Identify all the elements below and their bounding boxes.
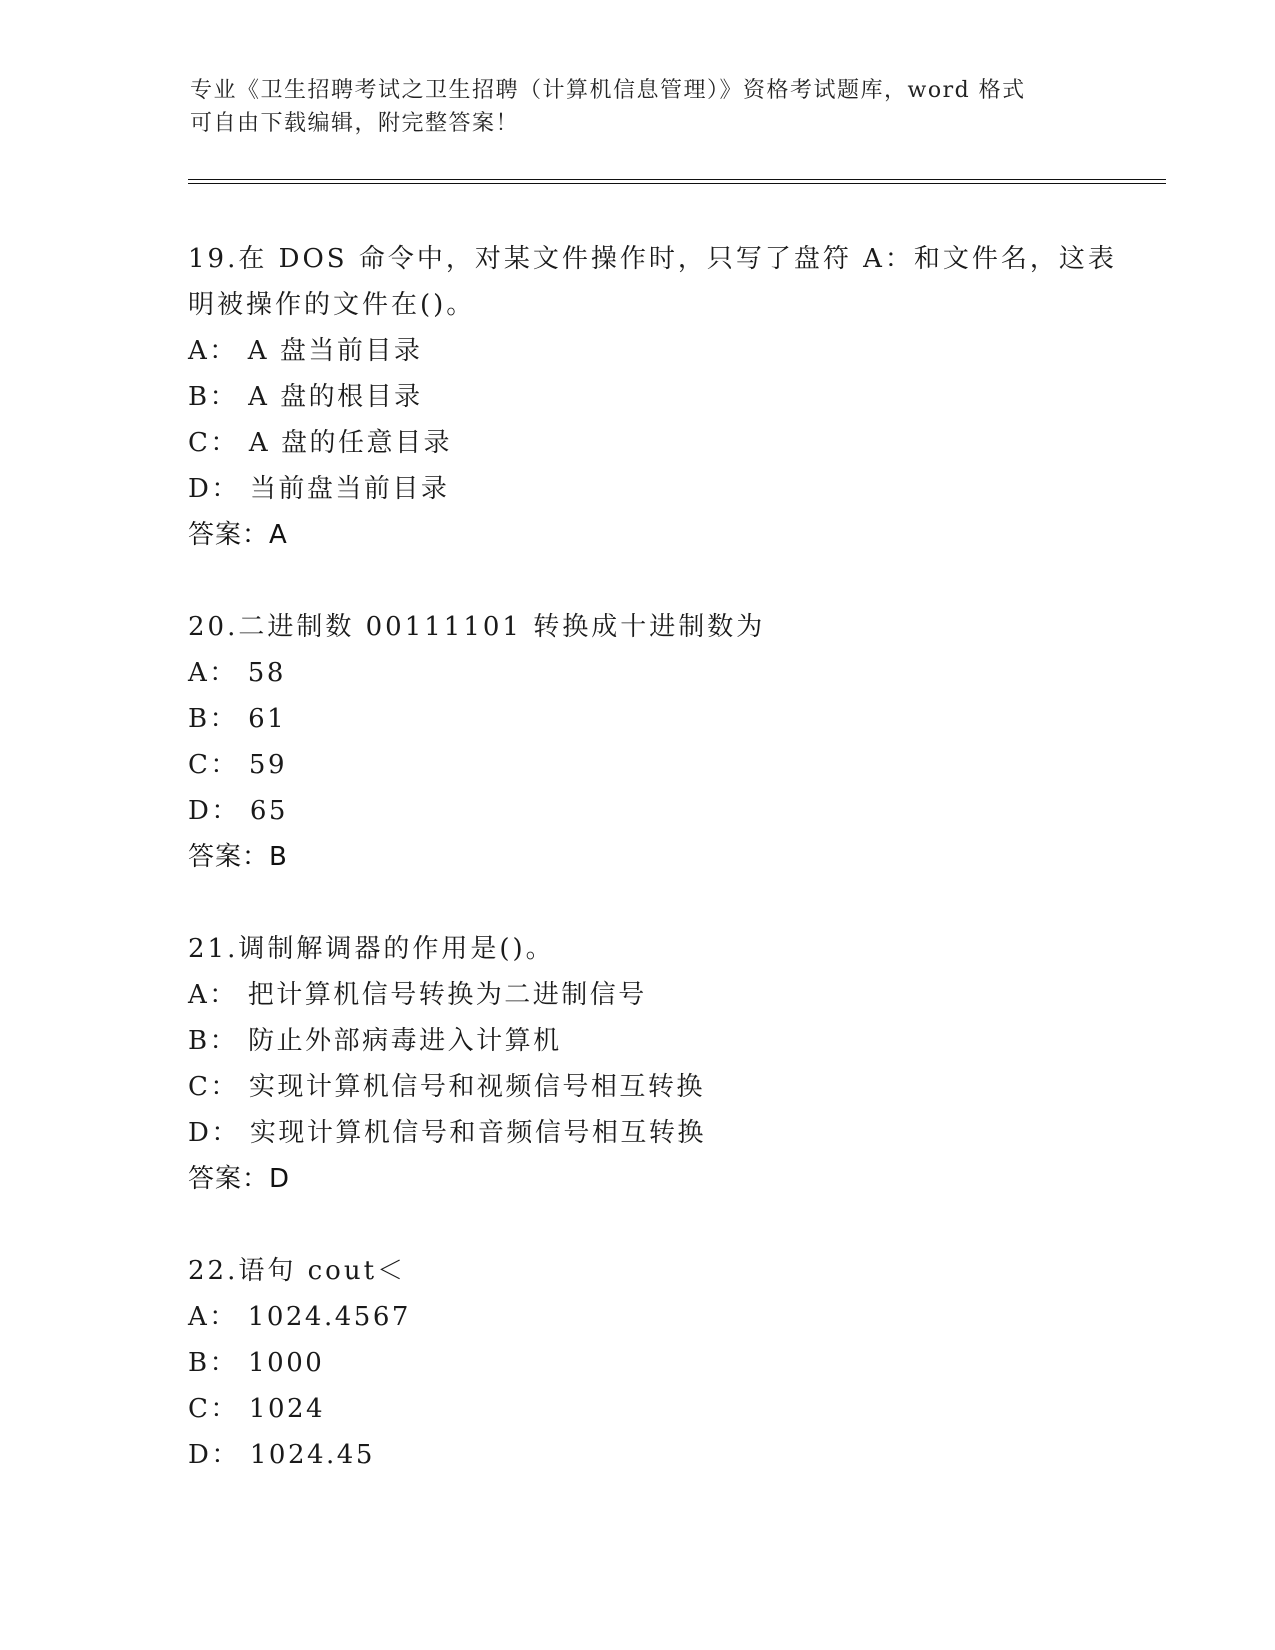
option-text: A 盘的任意目录 [248, 428, 452, 458]
option-separator: ： [210, 428, 239, 458]
option-text: 实现计算机信号和音频信号相互转换 [249, 1118, 706, 1148]
option-separator: ： [211, 1118, 240, 1148]
option-key: C [188, 750, 211, 780]
answer-line: 答案：D [188, 1164, 291, 1194]
question-21 [188, 926, 1088, 1202]
header-divider-bottom [188, 183, 1166, 184]
option-a [188, 328, 1088, 374]
option-text: 把计算机信号转换为二进制信号 [247, 980, 647, 1010]
question-22 [188, 1248, 1088, 1478]
answer-line: 答案：B [188, 842, 288, 872]
option-separator: ： [210, 1394, 239, 1424]
question-list [188, 236, 1117, 1524]
option-d [188, 1432, 1088, 1478]
option-key: A [188, 1302, 210, 1332]
option-b [188, 1018, 1088, 1064]
header-divider-top [188, 179, 1166, 180]
option-text: 59 [248, 750, 288, 780]
option-key: B [188, 382, 210, 412]
option-text: 当前盘当前目录 [249, 474, 450, 504]
option-b [188, 374, 1088, 420]
question-stem-line: 20.二进制数 00111101 转换成十进制数为 [188, 612, 766, 642]
option-separator: ： [209, 382, 239, 412]
option-b [188, 1340, 1088, 1386]
answer-line: 答案：A [188, 520, 288, 550]
option-separator: ： [209, 704, 239, 734]
option-text: A 盘的根目录 [248, 382, 423, 412]
option-key: B [188, 1026, 210, 1056]
option-key: C [188, 1394, 211, 1424]
option-separator: ： [211, 796, 240, 826]
option-text: 实现计算机信号和视频信号相互转换 [248, 1072, 705, 1102]
option-key: D [188, 1118, 212, 1148]
option-d [188, 1110, 1088, 1156]
option-separator: ： [211, 1440, 240, 1470]
option-separator: ： [211, 474, 240, 504]
option-text: 65 [249, 796, 288, 826]
question-stem-line: 明被操作的文件在()。 [188, 290, 476, 320]
option-key: A [188, 336, 210, 366]
option-text: 防止外部病毒进入计算机 [248, 1026, 562, 1056]
option-text: 1000 [248, 1348, 325, 1378]
option-separator: ： [209, 336, 238, 366]
header-line-1: 专业《卫生招聘考试之卫生招聘（计算机信息管理）》资格考试题库，word 格式 [190, 78, 1026, 103]
option-text: 1024 [248, 1394, 326, 1424]
option-key: D [188, 1440, 212, 1470]
option-separator: ： [210, 750, 239, 780]
option-key: D [188, 796, 212, 826]
option-c [188, 1386, 1088, 1432]
document-header [190, 74, 1090, 140]
option-b [188, 696, 1088, 742]
question-19 [188, 236, 1117, 558]
option-key: D [188, 474, 212, 504]
option-key: A [188, 658, 210, 688]
option-text: A 盘当前目录 [247, 336, 423, 366]
header-line-2: 可自由下载编辑，附完整答案！ [190, 111, 520, 136]
option-separator: ： [209, 1302, 238, 1332]
question-stem-line: 21.调制解调器的作用是()。 [188, 934, 555, 964]
question-stem-line: 22.语句 cout＜ [188, 1256, 407, 1286]
option-key: A [188, 980, 210, 1010]
option-c [188, 420, 1088, 466]
option-a [188, 972, 1088, 1018]
option-d [188, 788, 1088, 834]
option-separator: ： [209, 1026, 239, 1056]
option-separator: ： [209, 980, 238, 1010]
option-text: 58 [247, 658, 286, 688]
option-text: 1024.45 [249, 1440, 375, 1470]
question-20 [188, 604, 1088, 880]
option-key: B [188, 704, 210, 734]
option-a [188, 650, 1088, 696]
question-stem-line: 19.在 DOS 命令中，对某文件操作时，只写了盘符 A：和文件名，这表 [188, 244, 1117, 274]
option-c [188, 1064, 1088, 1110]
option-key: B [188, 1348, 210, 1378]
option-separator: ： [209, 1348, 239, 1378]
option-text: 61 [248, 704, 287, 734]
option-separator: ： [210, 1072, 239, 1102]
option-d [188, 466, 1088, 512]
option-key: C [188, 428, 211, 458]
option-separator: ： [209, 658, 238, 688]
option-c [188, 742, 1088, 788]
option-a [188, 1294, 1088, 1340]
option-key: C [188, 1072, 211, 1102]
option-text: 1024.4567 [247, 1302, 411, 1332]
